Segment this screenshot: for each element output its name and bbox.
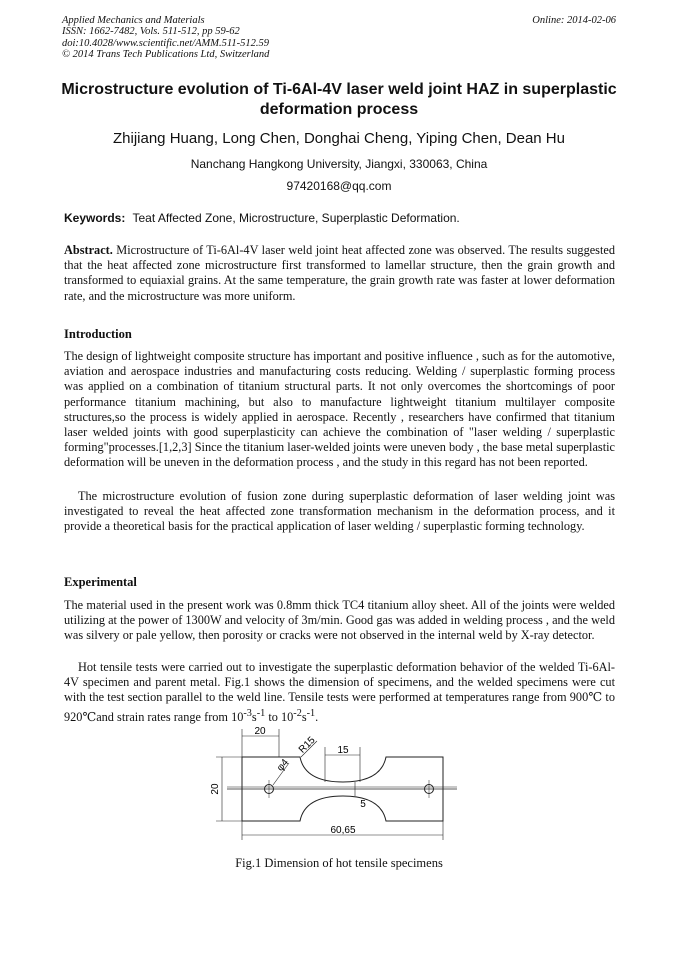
journal-copyright: © 2014 Trans Tech Publications Ltd, Switzerland — [62, 49, 270, 61]
journal-name: Applied Mechanics and Materials — [62, 15, 205, 26]
experimental-paragraph-1: The material used in the present work was 0.8mm thick TC4 titanium alloy sheet. All of the joints were welded utilizing at the power of 1300W and velocity of 3m/min. Good gas was added in welding process , and the weld was silvery or pale yellow, then porosity or cracks were not observed in the internal weld by X-ray detector. — [64, 598, 615, 643]
dim-gauge-label: 15 — [337, 745, 349, 756]
exponent: -3 — [243, 707, 252, 719]
experimental-text: . — [315, 709, 319, 724]
keywords-text: Teat Affected Zone, Microstructure, Superplastic Deformation. — [132, 211, 460, 225]
online-date: Online: 2014-02-06 — [532, 15, 616, 26]
experimental-paragraph-2 — [64, 660, 615, 725]
abstract — [64, 243, 615, 304]
exponent: -2 — [293, 707, 302, 719]
dim-height-label: 20 — [210, 783, 221, 795]
unit: s — [251, 709, 257, 724]
journal-issn: ISSN: 1662-7482, Vols. 511-512, pp 59-62 — [62, 26, 240, 38]
exponent: -1 — [306, 707, 316, 719]
exponent: -1 — [256, 707, 266, 719]
paper-title: Microstructure evolution of Ti-6Al-4V laser weld joint HAZ in superplastic deformation process — [61, 81, 617, 118]
specimen-drawing — [205, 725, 475, 850]
contact-email: 97420168@qq.com — [286, 179, 392, 193]
abstract-label: Abstract. — [64, 243, 113, 257]
experimental-heading: Experimental — [64, 575, 137, 589]
dim-total-label: 60,65 — [330, 825, 356, 836]
dim-top-label: 20 — [254, 726, 266, 737]
abstract-text: Microstructure of Ti-6Al-4V laser weld joint heat affected zone was observed. The results suggested that the heat affected zone microstructure first transformed to lamellar structure, then the grain growth and transformed to equiaxial grains. At the same temperature, the grain growth rate was faster at lower deformation rate, and the microstructure was more uniform. — [64, 243, 615, 303]
dim-width-label: 5 — [360, 799, 366, 810]
dim-radius-label: R15 — [296, 734, 318, 756]
keywords-label: Keywords: — [64, 211, 126, 225]
journal-header — [62, 15, 616, 61]
journal-doi: doi:10.4028/www.scientific.net/AMM.511-512.59 — [62, 37, 269, 49]
unit: s — [301, 709, 307, 724]
experimental-text: Hot tensile tests were carried out to investigate the superplastic deformation behavior of the welded Ti-6Al-4V specimen and parent metal. Fig.1 shows the dimension of specimens, and the welded specimens were cut with the test section parallel to the weld line. Tensile tests were performed at temperatures range from 900℃ to 920℃and strain rates range from 10 — [64, 660, 615, 724]
affiliation: Nanchang Hangkong University, Jiangxi, 330063, China — [190, 157, 488, 171]
keywords — [64, 211, 616, 225]
experimental-text: to 10 — [265, 709, 294, 724]
introduction-heading: Introduction — [64, 327, 132, 341]
figure-caption: Fig.1 Dimension of hot tensile specimens — [235, 856, 443, 870]
introduction-paragraph-1: The design of lightweight composite structure has important and positive influence , such as for the automotive, aviation and aerospace industries and manufacturing costs reducing. Welding / superplastic forming process was applied on a combination of titanium structural parts. It not only overcomes the shortcomings of poor performance titanium machining, but also to manufacture lightweight titanium multilayer composite structures,so the process is widely applied in aerospace. Recently , researchers have confirmed that titanium laser welded joints with good superplasticity can achieve the combination of "laser welding / superplastic forming"processes.[1,2,3] Since the titanium laser-welded joints were uneven body , the base metal superplastic deformation will be uneven in the deformation process , and the study in this regard has not been reported. — [64, 349, 615, 470]
introduction-paragraph-2: The microstructure evolution of fusion zone during superplastic deformation of laser welding joint was investigated to reveal the heat affected zone transformation mechanism in the deformation process, and it provide a theoretical basis for the practical application of laser welding / superplastic forming technology. — [64, 489, 615, 534]
dim-hole-label: φ4 — [274, 757, 292, 774]
author-list: Zhijiang Huang, Long Chen, Donghai Cheng, Yiping Chen, Dean Hu — [113, 130, 565, 147]
